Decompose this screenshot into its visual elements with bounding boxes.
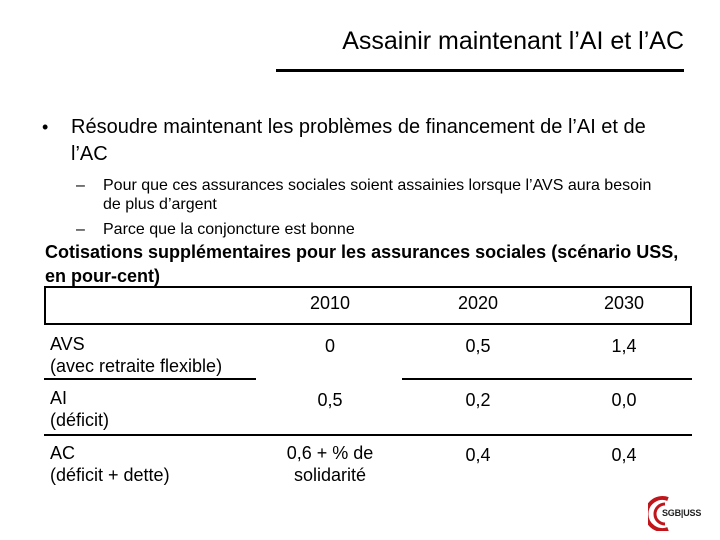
sub-bullet-text: Parce que la conjoncture est bonne — [103, 221, 355, 238]
logo-text: SGB|USS — [662, 508, 702, 518]
table-cell: 0,5 — [465, 336, 491, 356]
slide-title: Assainir maintenant l’AI et l’AC — [342, 27, 684, 55]
row-label-note: (déficit + dette) — [50, 465, 170, 485]
dash-symbol: – — [76, 221, 85, 238]
sub-bullet-text: Pour que ces assurances sociales soient assainies lorsque l’AVS aura besoin de plus d’argent — [103, 177, 652, 213]
column-header-2030: 2030 — [603, 293, 645, 313]
table-cell: 0,0 — [611, 390, 637, 410]
table-cell: 0,4 — [465, 445, 491, 465]
table-top-border — [44, 286, 692, 288]
row-divider — [402, 378, 692, 380]
table-left-border — [44, 286, 46, 325]
table-header-border — [44, 323, 692, 325]
row-label-name: AI — [50, 388, 68, 408]
title-underline — [276, 69, 684, 72]
row-label — [50, 442, 270, 486]
dash-symbol: – — [76, 177, 85, 194]
row-label-name: AVS — [50, 334, 85, 354]
row-divider — [44, 434, 692, 436]
row-label-note: (avec retraite flexible) — [50, 356, 223, 376]
row-divider — [44, 378, 256, 380]
table-cell: 0,5 — [317, 390, 343, 410]
row-label-note: (déficit) — [50, 410, 110, 430]
bullet-symbol: • — [42, 117, 49, 137]
table-cell: 0,4 — [611, 445, 637, 465]
row-label-name: AC — [50, 443, 76, 463]
main-bullet-text: Résoudre maintenant les problèmes de financement de l’AI et de l’AC — [71, 116, 646, 165]
row-label — [50, 333, 270, 377]
contributions-table — [44, 286, 692, 498]
table-cell: 0,6 + % de solidarité — [286, 443, 374, 485]
column-header-2010: 2010 — [309, 293, 351, 313]
row-label — [50, 387, 270, 431]
table-caption: Cotisations supplémentaires pour les assurances sociales (scénario USS, en pour-cent) — [45, 242, 679, 286]
table-cell: 0 — [324, 336, 335, 356]
table-cell: 0,2 — [465, 390, 491, 410]
table-cell: 1,4 — [611, 336, 637, 356]
column-header-2020: 2020 — [457, 293, 499, 313]
